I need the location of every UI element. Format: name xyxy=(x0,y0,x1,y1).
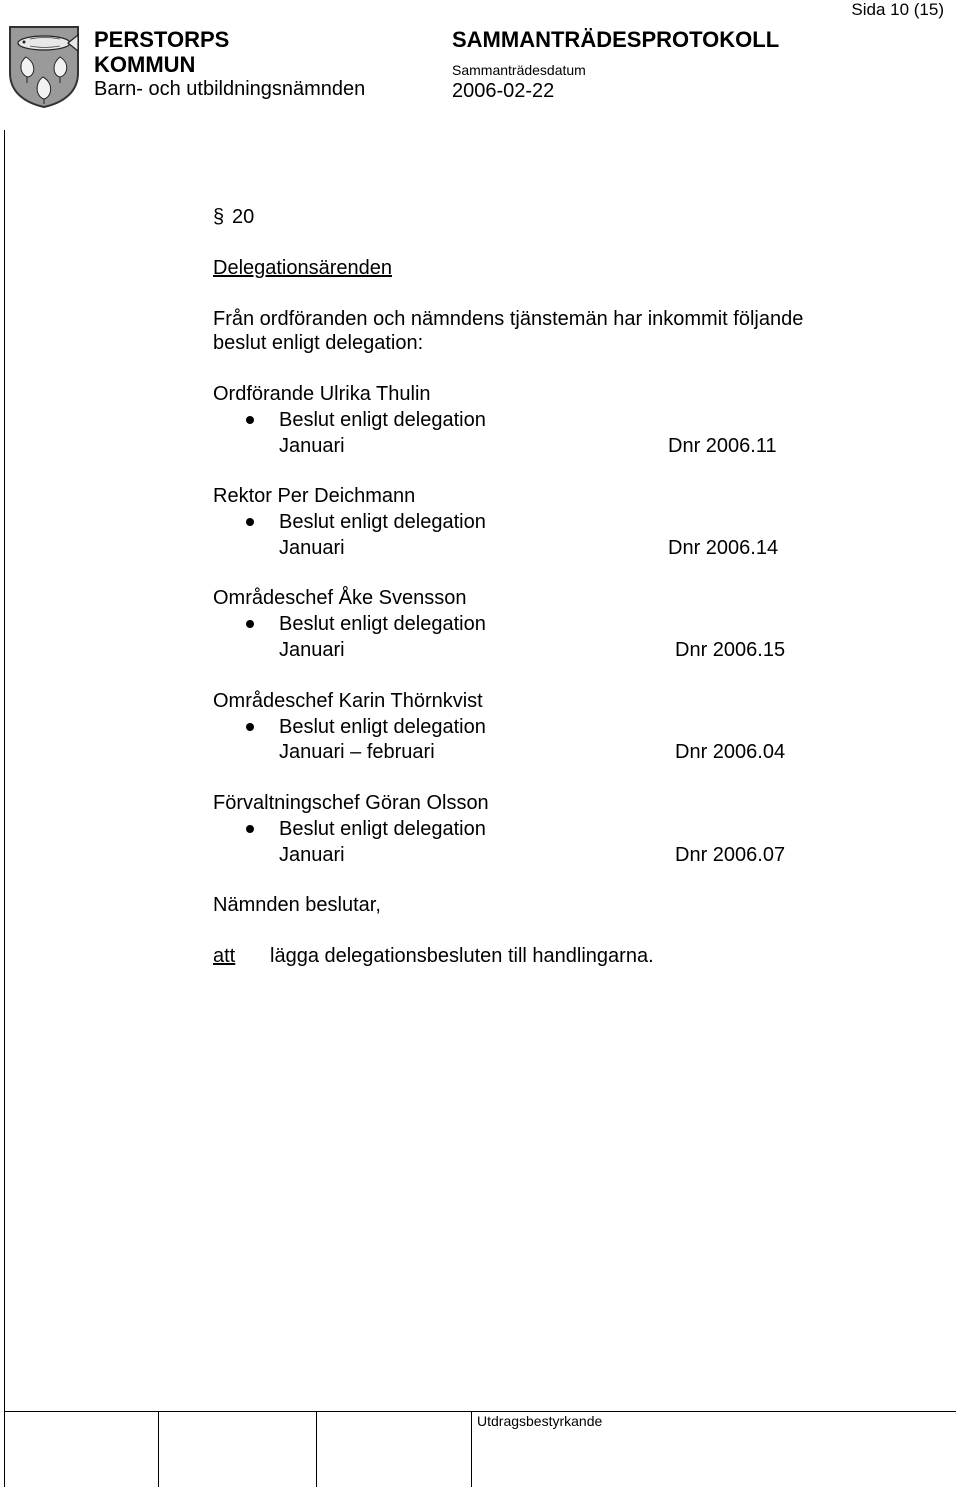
bullet-icon xyxy=(246,518,254,526)
delegation-item: Beslut enligt delegation xyxy=(279,409,486,431)
page-number: Sida 10 (15) xyxy=(851,0,944,19)
delegation-period: Januari xyxy=(279,537,345,559)
footer-top-line xyxy=(4,1411,956,1412)
decision-att: att xyxy=(213,945,236,967)
delegation-dnr: Dnr 2006.14 xyxy=(668,537,779,559)
delegation-period: Januari xyxy=(279,844,345,866)
delegation-dnr: Dnr 2006.15 xyxy=(675,639,786,661)
municipal-coat-of-arms-logo xyxy=(8,25,80,109)
delegation-person: Rektor Per Deichmann xyxy=(213,485,416,507)
bullet-icon xyxy=(246,620,254,628)
delegation-period: Januari – februari xyxy=(279,741,435,763)
intro-line-2: beslut enligt delegation: xyxy=(213,332,424,354)
delegation-person: Områdeschef Åke Svensson xyxy=(213,587,467,609)
delegation-person: Förvaltningschef Göran Olsson xyxy=(213,792,489,814)
document-title: SAMMANTRÄDESPROTOKOLL xyxy=(452,27,780,52)
delegation-person: Områdeschef Karin Thörnkvist xyxy=(213,690,483,712)
decision-text: lägga delegationsbesluten till handlingarna. xyxy=(270,945,654,967)
section-number: 20 xyxy=(232,206,255,228)
delegation-period: Januari xyxy=(279,639,345,661)
footer-divider-1 xyxy=(158,1411,159,1487)
delegation-item: Beslut enligt delegation xyxy=(279,818,486,840)
delegation-item: Beslut enligt delegation xyxy=(279,716,486,738)
delegation-dnr: Dnr 2006.11 xyxy=(668,435,777,457)
bullet-icon xyxy=(246,723,254,731)
decision-intro: Nämnden beslutar, xyxy=(213,894,381,916)
delegation-period: Januari xyxy=(279,435,345,457)
section-title: Delegationsärenden xyxy=(213,257,393,279)
delegation-item: Beslut enligt delegation xyxy=(279,511,486,533)
org-name-line2: KOMMUN xyxy=(94,52,196,77)
org-name-line1: PERSTORPS xyxy=(94,27,230,52)
bullet-icon xyxy=(246,825,254,833)
footer-divider-2 xyxy=(316,1411,317,1487)
delegation-dnr: Dnr 2006.07 xyxy=(675,844,786,866)
paragraph-symbol: § xyxy=(213,206,225,228)
footer-divider-3 xyxy=(471,1411,472,1487)
meeting-date-value: 2006-02-22 xyxy=(452,80,555,102)
delegation-person: Ordförande Ulrika Thulin xyxy=(213,383,431,405)
intro-line-1: Från ordföranden och nämndens tjänstemän har inkommit följande xyxy=(213,308,804,330)
attestation-label: Utdragsbestyrkande xyxy=(477,1413,603,1429)
left-margin-line xyxy=(4,130,5,1487)
meeting-date-label: Sammanträdesdatum xyxy=(452,62,586,78)
bullet-icon xyxy=(246,416,254,424)
committee-name: Barn- och utbildningsnämnden xyxy=(94,78,366,100)
delegation-item: Beslut enligt delegation xyxy=(279,613,486,635)
delegation-dnr: Dnr 2006.04 xyxy=(675,741,786,763)
